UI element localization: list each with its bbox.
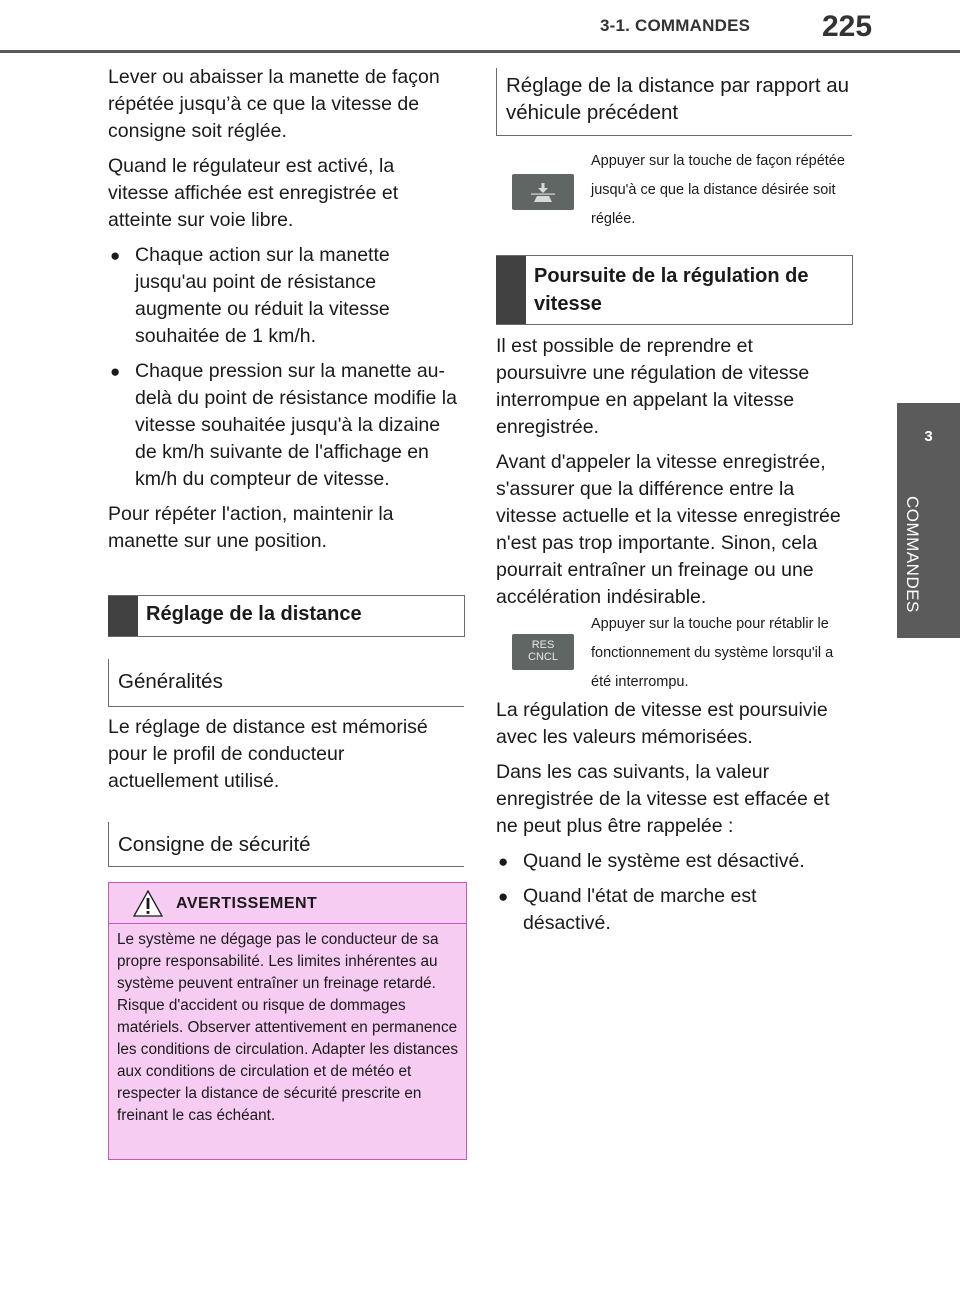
left-text-block-1 (108, 64, 458, 555)
warning-box (108, 882, 467, 1160)
paragraph: Pour répéter l'action, maintenir la manette sur une position. (108, 503, 394, 552)
subheading-text: Généralités (118, 670, 223, 693)
bullet-item: ● Chaque pression sur la manette au-delà du point de résistance modifie la vitesse souhaitée jusqu'à la dizaine de km/h suivante de l'affichage en km/h du compteur de vitesse. (108, 358, 458, 493)
paragraph: Le réglage de distance est mémorisé pour le profil de conducteur actuellement utilisé. (108, 716, 428, 792)
paragraph: Il est possible de reprendre et poursuivre une régulation de vitesse interrompue en appelant la vitesse enregistrée. (496, 335, 810, 438)
subheading-rule (496, 135, 852, 136)
subheading-rule (108, 706, 464, 707)
subheading-rule (108, 866, 464, 867)
warning-header (109, 883, 466, 924)
subheading-text: Consigne de sécurité (118, 833, 311, 856)
key-label-bottom: CNCL (528, 651, 558, 663)
distance-button-key (512, 174, 574, 210)
paragraph: La régulation de vitesse est poursuivie avec les valeurs mémorisées. (496, 699, 828, 748)
paragraph: Lever ou abaisser la manette de façon répétée jusqu’à ce que la vitesse de consigne soit réglée. (108, 66, 440, 142)
header-rule (0, 50, 960, 53)
warning-title: AVERTISSEMENT (176, 895, 318, 912)
warning-body: Le système ne dégage pas le conducteur de sa propre responsabilité. Les limites inhérentes au système peuvent entraîner un freinage retardé. Risque d'accident ou risque de dommages matériels. Observer attentivement en permanence les conditions de circulation. Adapter les distances aux conditions de circulation et de météo et respecter la distance de sécurité prescrite en freinant le cas échéant. (117, 931, 458, 1124)
res-cncl-button-key (512, 634, 574, 670)
right-text-block-2 (496, 697, 848, 937)
subheading-generalites (108, 659, 223, 707)
subheading-text: Réglage de la distance par rapport au véhicule précédent (506, 74, 850, 124)
subheading-consigne (108, 822, 311, 867)
page-number: 225 (822, 10, 873, 43)
heading-text: Poursuite de la régulation de vitesse (534, 265, 809, 315)
bullet-item: ● Chaque action sur la manette jusqu'au point de résistance augmente ou réduit la vitesse souhaitée de 1 km/h. (108, 242, 458, 350)
heading-bar (496, 256, 526, 324)
right-text-block-1 (496, 333, 848, 611)
left-text-block-2 (108, 714, 453, 795)
subheading-distance-vehicule (496, 68, 853, 136)
bullet-item: ● Quand le système est désactivé. (496, 848, 848, 875)
heading-bar (108, 596, 138, 636)
chapter-tab-label: COMMANDES (903, 496, 922, 613)
warning-triangle-icon (133, 890, 163, 917)
paragraph: Quand le régulateur est activé, la vitesse affichée est enregistrée et atteinte sur voie libre. (108, 155, 399, 231)
key-description: Appuyer sur la touche de façon répétée jusqu'à ce que la distance désirée soit réglée. (591, 153, 845, 227)
section-heading-poursuite (496, 255, 853, 325)
chapter-tab-number: 3 (924, 428, 933, 445)
distance-adjust-icon (528, 180, 558, 204)
key-description: Appuyer sur la touche pour rétablir le fonctionnement du système lorsqu'il a été interrompu. (591, 616, 834, 690)
running-header-section: 3-1. COMMANDES (600, 16, 751, 35)
key-label-top: RES (531, 639, 555, 651)
section-heading-distance (108, 595, 465, 637)
paragraph: Avant d'appeler la vitesse enregistrée, s'assurer que la différence entre la vitesse actuelle et la vitesse enregistrée n'est pas trop importante. Sinon, cela pourrait entraîner un freinage ou une accélération indésirable. (496, 451, 841, 608)
paragraph: Dans les cas suivants, la valeur enregistrée de la vitesse est effacée et ne peut plus être rappelée : (496, 761, 830, 837)
bullet-item: ● Quand l'état de marche est désactivé. (496, 883, 848, 937)
heading-text: Réglage de la distance (146, 603, 362, 625)
